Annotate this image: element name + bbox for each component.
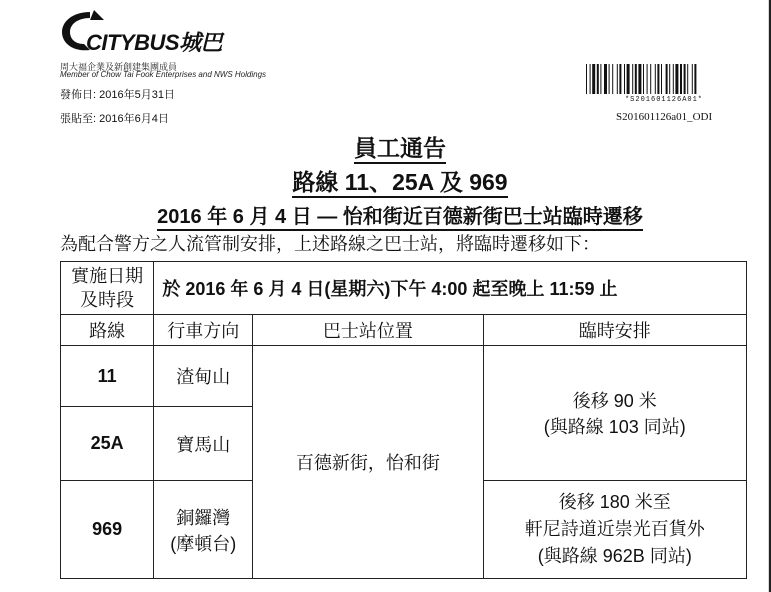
arrangement-cell-a — [483, 346, 746, 481]
routes-title — [0, 164, 771, 197]
barcode-bar — [675, 64, 678, 94]
route-cell: 969 — [61, 481, 154, 579]
header-route: 路線 — [61, 315, 154, 346]
document-reference: S201601126a01_ODI — [616, 111, 713, 123]
barcode-bar — [666, 64, 668, 94]
barcode-bar — [694, 64, 696, 94]
arrangement-table — [60, 261, 747, 579]
logo-wordmark: CITYBUS城巴 — [86, 30, 223, 55]
barcode-bar — [673, 64, 674, 94]
arrangement-a-line2: (與路線 103 同站) — [543, 417, 686, 437]
direction-cell: 渣甸山 — [154, 346, 253, 407]
barcode-bar — [647, 64, 648, 94]
subject-title-text: 2016 年 6 月 4 日 — 怡和街近百德新街巴士站臨時遷移 — [157, 206, 643, 231]
barcode-bar — [619, 64, 621, 94]
barcode-bar — [632, 64, 633, 94]
barcode-bar — [661, 64, 662, 94]
routes-title-text: 路線 11、25A 及 969 — [292, 169, 507, 198]
barcode-bar — [638, 64, 641, 94]
barcode-bar — [669, 64, 670, 94]
barcode-bar — [624, 64, 625, 94]
implementation-value: 於 2016 年 6 月 4 日(星期六)下午 4:00 起至晚上 11:59 止 — [154, 262, 747, 315]
barcode-bar — [627, 64, 630, 94]
implementation-label — [61, 262, 154, 315]
barcode-bar — [612, 64, 613, 94]
notice-title-text: 員工通告 — [354, 135, 446, 164]
table-header-row — [61, 315, 747, 346]
barcode-bar — [680, 64, 682, 94]
direction-line2: (摩頓台) — [170, 533, 237, 554]
subject-title — [0, 200, 771, 229]
direction-cell: 寶馬山 — [154, 407, 253, 481]
barcode-bar — [692, 64, 693, 94]
arrangement-a-line1: 後移 90 米 — [572, 391, 657, 411]
notice-title — [0, 130, 771, 163]
header-direction: 行車方向 — [154, 315, 253, 346]
intro-text: 為配合警方之人流管制安排，上述路線之巴士站，將臨時遷移如下： — [60, 234, 600, 254]
route-cell: 25A — [61, 407, 154, 481]
table-row — [61, 346, 747, 407]
arrangement-b-line3: (與路線 962B 同站) — [537, 546, 692, 566]
citybus-logo — [60, 6, 240, 58]
barcode-bar — [604, 64, 607, 94]
header-stop-location: 巴士站位置 — [253, 315, 483, 346]
barcode-bar — [597, 64, 599, 94]
member-text-zh: 周大福企業及新創建集團成員 — [60, 62, 178, 72]
barcode-image — [586, 64, 742, 94]
barcode-bar — [650, 64, 651, 94]
implementation-label-line2: 及時段 — [80, 290, 135, 310]
barcode-bar — [657, 64, 659, 94]
direction-cell — [154, 481, 253, 579]
barcode-bar — [592, 64, 595, 94]
direction-line1: 銅鑼灣 — [176, 507, 231, 528]
member-text-en: Member of Chow Tai Fook Enterprises and NWS Holdings — [60, 70, 267, 79]
header-arrangement: 臨時安排 — [483, 315, 746, 346]
barcode-bar — [586, 64, 587, 94]
arrangement-b-line1: 後移 180 米至 — [558, 492, 671, 512]
arrangement-b-line2: 軒尼詩道近崇光百貨外 — [524, 519, 705, 539]
barcode-bar — [643, 64, 644, 94]
issue-date: 發佈日: 2016年5月31日 — [60, 89, 175, 101]
barcode-bar — [609, 64, 610, 94]
post-until-date: 張貼至: 2016年6月4日 — [60, 113, 169, 125]
barcode-bar — [684, 64, 686, 94]
route-cell: 11 — [61, 346, 154, 407]
barcode-bar — [600, 64, 601, 94]
stop-location-cell: 百德新街，怡和街 — [253, 346, 483, 579]
barcode-bar — [655, 64, 656, 94]
barcode-bar — [617, 64, 618, 94]
implementation-label-line1: 實施日期 — [71, 266, 144, 286]
barcode-bar — [635, 64, 637, 94]
arrangement-cell-b — [483, 481, 746, 579]
barcode-text: *S201601126A01* — [624, 96, 703, 104]
barcode-bar — [687, 64, 688, 94]
barcode-bar — [590, 64, 591, 94]
implementation-row — [61, 262, 747, 315]
